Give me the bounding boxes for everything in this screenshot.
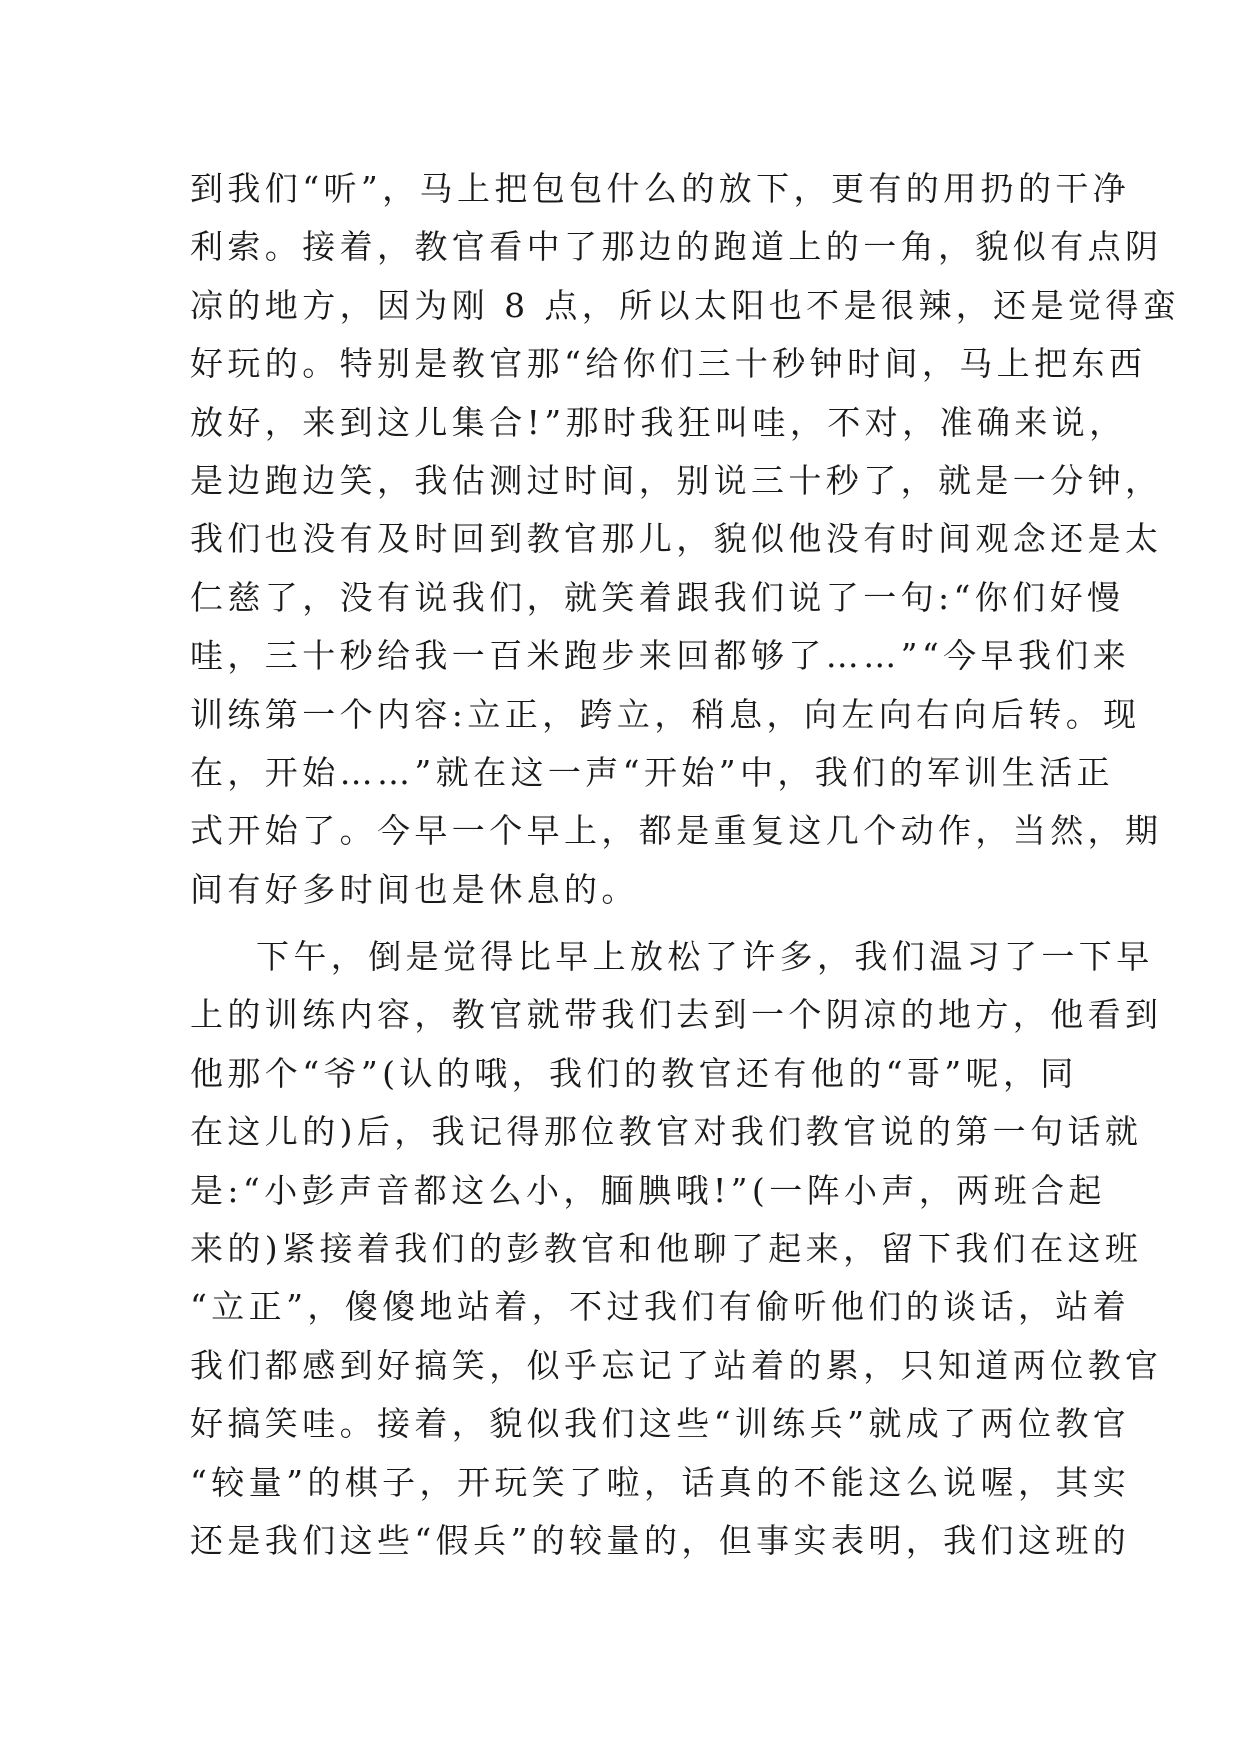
text-line: 我们都感到好搞笑，似乎忘记了站着的累，只知道两位教官 (190, 1345, 1163, 1385)
text-line: 上的训练内容，教官就带我们去到一个阴凉的地方，他看到 (190, 995, 1163, 1035)
text-line: 间有好多时间也是休息的。 (190, 869, 639, 909)
text-line: 好搞笑哇。接着，貌似我们这些“训练兵”就成了两位教官 (190, 1404, 1131, 1444)
text-line: 是边跑边笑，我估测过时间，别说三十秒了，就是一分钟， (190, 460, 1163, 500)
text-line: 哇，三十秒给我一百米跑步来回都够了……”“今早我们来 (190, 636, 1131, 676)
text-line: 我们也没有及时回到教官那儿，貌似他没有时间观念还是太 (190, 519, 1163, 559)
text-line: 利索。接着，教官看中了那边的跑道上的一角，貌似有点阴 (190, 227, 1163, 267)
text-line: 训练第一个内容:立正，跨立，稍息，向左向右向后转。现 (190, 694, 1141, 734)
text-line: 放好，来到这儿集合!”那时我狂叫哇，不对，准确来说， (190, 402, 1127, 442)
text-line: 还是我们这些“假兵”的较量的，但事实表明，我们这班的 (190, 1520, 1131, 1560)
text-line: 在这儿的)后，我记得那位教官对我们教官说的第一句话就 (190, 1112, 1143, 1152)
text-line: 仁慈了，没有说我们，就笑着跟我们说了一句:“你们好慢 (190, 577, 1125, 617)
text-line: 到我们“听”，马上把包包什么的放下，更有的用扔的干净 (190, 169, 1131, 208)
text-line: 下午，倒是觉得比早上放松了许多，我们温习了一下早 (256, 937, 1154, 977)
text-line: 式开始了。今早一个早上，都是重复这几个动作，当然，期 (190, 811, 1163, 851)
text-line: “立正”，傻傻地站着，不过我们有偷听他们的谈话，站着 (190, 1287, 1131, 1327)
paragraph-gap (190, 919, 1070, 928)
text-line: 在，开始……”就在这一声“开始”中，我们的军训生活正 (190, 752, 1115, 792)
text-line: 是:“小彭声音都这么小，腼腆哦!”(一阵小声，两班合起 (190, 1170, 1106, 1210)
body-text (190, 160, 1181, 1570)
text-line: 凉的地方，因为刚 8 点，所以太阳也不是很辣，还是觉得蛮 (190, 285, 1181, 325)
text-line: 他那个“爷”(认的哦，我们的教官还有他的“哥”呢，同 (190, 1053, 1078, 1093)
text-line: 好玩的。特别是教官那“给你们三十秒钟时间，马上把东西 (190, 344, 1147, 384)
text-line: “较量”的棋子，开玩笑了啦，话真的不能这么说喔，其实 (190, 1462, 1131, 1502)
text-line: 来的)紧接着我们的彭教官和他聊了起来，留下我们在这班 (190, 1229, 1143, 1269)
